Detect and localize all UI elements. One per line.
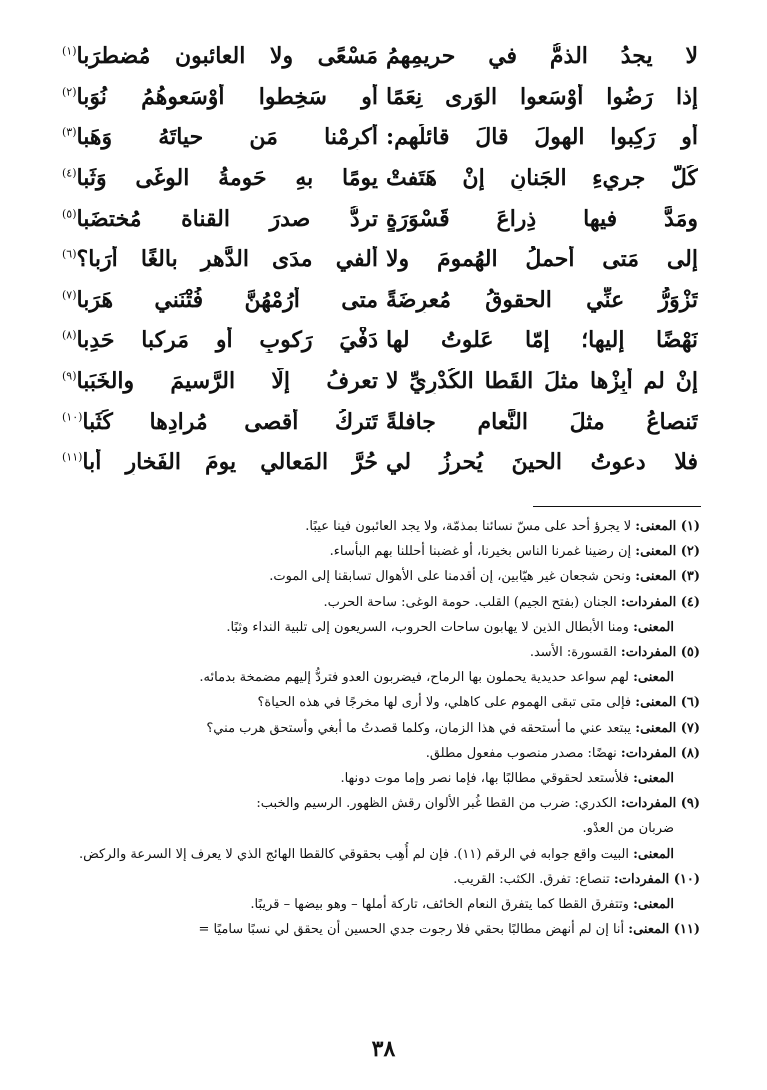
verse-second-hemistich: [62, 246, 378, 272]
footnote-text: أنا إن لم أنهض مطالبًا بحقي فلا رجوت جدي الحسين أن يحقق لي نسبًا ساميًا =: [198, 922, 629, 938]
verse-second-hemistich: [62, 368, 378, 394]
footnote-marker: (٥): [62, 207, 77, 221]
footnote-label: (٦) المعنى:: [635, 695, 700, 711]
footnote-label: (٣) المعنى:: [635, 569, 700, 585]
verse-line: [62, 239, 698, 280]
verse-line: [62, 442, 698, 483]
footnote-text: فلأستعد لحقوقي مطالبًا بها، فإما نصر وإما موت دونها.: [340, 771, 634, 787]
verse-line: [62, 361, 698, 402]
footnote-label: (٢) المعنى:: [635, 544, 700, 560]
footnote-marker: (٤): [62, 166, 77, 180]
footnote: [64, 816, 700, 841]
footnote-label: (١) المعنى:: [635, 519, 700, 534]
footnote: [64, 716, 700, 741]
verse-line: [62, 117, 698, 158]
verse-second-hemistich-text: تَتركُ أقصى مُرادِها كَثَبا: [82, 408, 378, 435]
footnote-label: (٩) المفردات:: [620, 796, 700, 812]
verse-second-hemistich: [62, 124, 378, 150]
verse-second-hemistich: [62, 409, 378, 435]
footnote-label: (٧) المعنى:: [635, 720, 700, 736]
footnote-text: لهم سواعد حديدية يحملون بها الرماح، فيضربون العدو فتردُّ إليهم مضمخة بدمائه.: [199, 670, 634, 686]
footnote-text: ونحن شجعان غير هيّابين، إن أقدمنا على الأهوال تسابقنا إلى الموت.: [269, 569, 636, 585]
footnote-marker: (١١): [62, 450, 83, 464]
footnote: [64, 590, 700, 615]
footnote-marker: (٩): [62, 369, 77, 383]
verse-line: [62, 280, 698, 321]
verse-second-hemistich-text: مَسْعًى ولا العائبون مُضطرَبا: [76, 43, 378, 70]
verse-second-hemistich-text: تردُّ صدرَ القناة مُختضَبا: [76, 205, 378, 232]
verse-second-hemistich-text: حُرَّ المَعالي يومَ الفَخارِ أبا: [82, 449, 378, 476]
footnote-label: المعنى:: [633, 670, 674, 686]
footnote-marker: (٨): [62, 329, 77, 343]
verse-second-hemistich: [62, 287, 378, 313]
footnote: [64, 791, 700, 816]
verse-first-hemistich: نَهْضًا إليها؛ إمّا عَلوتُ لها: [386, 327, 698, 354]
verse-first-hemistich: ومَدَّ فيها ذِراعَ قَسْوَرَةٍ: [386, 205, 698, 232]
footnote: [64, 665, 700, 690]
verse-first-hemistich: إنْ لم أُبِزْها مثلَ القَطا الكُدْرِيِّ لا: [386, 368, 698, 395]
verse-line: [62, 158, 698, 199]
footnote-text: تنصاع: تفرق. الكثب: القريب.: [453, 871, 614, 887]
footnote-separator: [533, 506, 701, 507]
footnote-label: المعنى:: [633, 771, 674, 787]
footnote-text: ومنا الأبطال الذين لا يهابون ساحات الحروب، السريعون إلى تلبية النداء وثبًا.: [226, 619, 634, 635]
verse-first-hemistich: لا يجدُ الذمُّ في حريمِهِمُ: [386, 43, 698, 70]
footnote: [64, 892, 700, 917]
footnote: [64, 741, 700, 766]
verse-second-hemistich-text: دَفْيَ رَكوبٍ أو مَركبا حَدِبا: [76, 327, 378, 354]
verse-second-hemistich: [62, 449, 378, 475]
footnote-label: المعنى:: [633, 897, 674, 913]
verse-second-hemistich-text: تعرفُ إلّا الرَّسيمَ والخَبَبا: [76, 368, 378, 395]
footnote: [64, 514, 700, 539]
footnote-label: (٨) المفردات:: [620, 745, 700, 761]
verse-first-hemistich: إذا رَضُوا أَوْسَعوا الوَرى نِعَمًا: [386, 83, 698, 110]
footnote-marker: (١٠): [62, 410, 83, 424]
verse-second-hemistich: [62, 327, 378, 353]
footnote-text: الكدري: ضرب من القطا غُبر الألوان رقش الظهور. الرسيم والخبب:: [256, 796, 621, 812]
verse-first-hemistich: تَزْوَرُّ عنِّي الحقوقُ مُعرِضَةً: [386, 286, 698, 313]
verse-second-hemistich: [62, 43, 378, 69]
verse-line: [62, 77, 698, 118]
verse-second-hemistich-text: أُلفي مدَى الدَّهرِ بالغًا أرَبا؟: [76, 246, 378, 273]
footnote: [64, 564, 700, 589]
footnote-text: نهضًا: مصدر منصوب مفعول مطلق.: [425, 745, 621, 761]
footnote: [64, 640, 700, 665]
footnote-label: (٤) المفردات:: [620, 594, 700, 610]
footnote-text: الجنان (بفتح الجيم) القلب. حومة الوغى: ساحة الحرب.: [323, 594, 621, 610]
footnote-text: إن رضينا غمرنا الناس بخيرنا، أو غضبنا أحللنا بهم البأساء.: [329, 544, 636, 560]
footnote-label: (١٠) المفردات:: [613, 871, 700, 887]
footnote-marker: (٣): [62, 126, 77, 140]
footnotes: [64, 514, 700, 942]
poem: [62, 36, 698, 483]
verse-second-hemistich: [62, 206, 378, 232]
footnote-text: القسورة: الأسد.: [529, 645, 621, 661]
verse-second-hemistich-text: يومًا بهِ حَومةُ الوغَى وَثَبا: [76, 165, 378, 192]
verse-line: [62, 401, 698, 442]
footnote-marker: (١): [62, 44, 77, 58]
footnote-label: (١١) المعنى:: [628, 922, 700, 938]
verse-line: [62, 320, 698, 361]
footnote: [64, 867, 700, 892]
verse-second-hemistich-text: متى أرُمْهُنَّ فُتْنَني هَرَبا: [76, 286, 378, 313]
footnote-text: فإلى متى تبقى الهموم على كاهلي، ولا أرى لها مخرجًا في هذه الحياة؟: [257, 695, 636, 711]
footnote: [64, 539, 700, 564]
footnote-text: البيت واقع جوابه في الرقم (١١). فإن لم أُهِب بحقوقي كالقطا الهائج الذي لا يعرف إلا السرعة والركض.: [78, 846, 634, 862]
footnote-label: المعنى:: [633, 846, 674, 862]
verse-line: [62, 36, 698, 77]
verse-second-hemistich: [62, 165, 378, 191]
footnote-marker: (٧): [62, 288, 77, 302]
footnote: [64, 917, 700, 942]
footnote: [64, 615, 700, 640]
verse-first-hemistich: إلى مَتى أحملُ الهُمومَ ولا: [386, 246, 698, 273]
footnote-text: وتتفرق القطا كما يتفرق النعام الخائف، تاركة أملها – وهو بيضها – قريبًا.: [250, 897, 634, 913]
verse-first-hemistich: تَنصاعُ مثلَ النَّعامِ جافلةً: [386, 408, 698, 435]
footnote: [64, 690, 700, 715]
footnote-text: ضربان من العدْو.: [582, 821, 674, 837]
verse-line: [62, 198, 698, 239]
footnote-text: يبتعد عني ما أستحقه في هذا الزمان، وكلما قصدتُ ما أبغي وأستحق هرب مني؟: [206, 720, 636, 736]
verse-second-hemistich: [62, 84, 378, 110]
footnote: [64, 842, 700, 867]
footnote-label: المعنى:: [633, 619, 674, 635]
page-number: ٣٨: [371, 1036, 396, 1062]
footnote-text: لا يجرؤ أحد على مسّ نسائنا بمذمّة، ولا يجد العائبون فينا عيبًا.: [305, 519, 636, 534]
footnote-marker: (٦): [62, 247, 77, 261]
verse-second-hemistich-text: أو سَخِطوا أَوْسَعوهُمُ نُوَبا: [76, 83, 378, 110]
verse-second-hemistich-text: أكرِمْنا مَن حياتَهُ وَهَبا: [76, 124, 378, 151]
footnote: [64, 766, 700, 791]
footnote-label: (٥) المفردات:: [620, 645, 700, 661]
verse-first-hemistich: كُلُّ جريءِ الجَنانِ إنْ هَتَفتْ: [386, 165, 698, 192]
footnote-marker: (٢): [62, 85, 77, 99]
verse-first-hemistich: أو رَكِبوا الهولَ قالَ قائلُهم:: [386, 124, 698, 151]
verse-first-hemistich: فلا دعوتُ الحينَ يُحرزُ لي: [386, 449, 698, 476]
